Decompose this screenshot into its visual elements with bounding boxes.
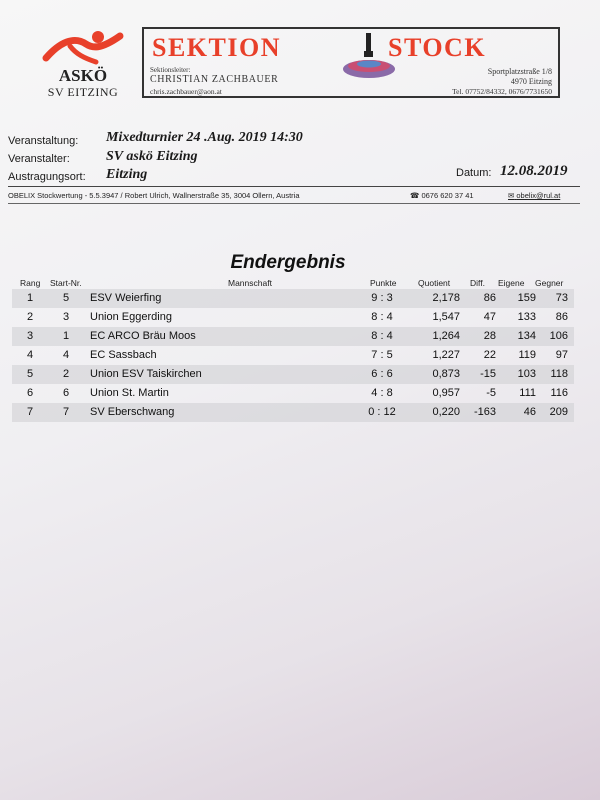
- col-punkte: Punkte: [370, 278, 397, 288]
- software-phone-number: 0676 620 37 41: [421, 191, 474, 200]
- table-row: [12, 327, 574, 346]
- organizer-value: SV askö Eitzing: [106, 149, 198, 164]
- cell-rang: 4: [26, 349, 34, 361]
- cell-rang: 3: [26, 330, 34, 342]
- title-word-left: SEKTION: [152, 33, 281, 62]
- cell-gegner: 97: [555, 349, 568, 361]
- club-logo: [28, 28, 138, 98]
- cell-rang: 5: [26, 368, 34, 380]
- cell-gegner: 116: [550, 387, 568, 399]
- col-quotient: Quotient: [418, 278, 451, 288]
- software-info: OBELIX Stockwertung - 5.5.3947 / Robert Ulrich, Wallnerstraße 35, 3004 Ollern, Austria: [8, 191, 300, 200]
- cell-eigene: 103: [517, 368, 536, 380]
- cell-rang: 2: [26, 311, 34, 323]
- cell-quotient: 1,264: [432, 330, 460, 342]
- cell-eigene: 46: [523, 406, 536, 418]
- software-email: [508, 191, 560, 200]
- cell-start: 3: [62, 311, 70, 323]
- leader-email: chris.zachbauer@aon.at: [150, 87, 222, 96]
- cell-gegner: 73: [555, 292, 568, 304]
- curling-stock-icon: [340, 31, 400, 81]
- address-phone: Tel. 07752/84332, 0676/7731650: [452, 87, 552, 96]
- cell-eigene: 119: [518, 349, 536, 361]
- cell-rang: 7: [26, 406, 34, 418]
- table-row: [12, 403, 574, 422]
- cell-diff: 22: [483, 349, 496, 361]
- cell-team: SV Eberschwang: [90, 406, 175, 418]
- cell-quotient: 0,873: [432, 368, 460, 380]
- cell-start: 2: [62, 368, 70, 380]
- cell-punkte: 4 : 8: [371, 387, 393, 399]
- venue-label: Austragungsort:: [8, 171, 86, 183]
- col-team: Mannschaft: [228, 278, 272, 288]
- table-row: [12, 365, 574, 384]
- table-row: [12, 384, 574, 403]
- software-phone: [410, 191, 474, 200]
- cell-start: 1: [62, 330, 70, 342]
- divider: [8, 203, 580, 204]
- cell-eigene: 134: [517, 330, 536, 342]
- cell-team: Union Eggerding: [90, 311, 172, 323]
- col-start: Start-Nr.: [50, 278, 82, 288]
- organizer-label: Veranstalter:: [8, 153, 70, 165]
- col-diff: Diff.: [470, 278, 485, 288]
- cell-punkte: 7 : 5: [371, 349, 393, 361]
- cell-diff: 86: [483, 292, 496, 304]
- cell-eigene: 111: [519, 387, 536, 399]
- cell-team: Union ESV Taiskirchen: [90, 368, 202, 380]
- cell-rang: 1: [26, 292, 34, 304]
- software-email-address: obelix@rul.at: [516, 191, 561, 200]
- cell-quotient: 0,220: [432, 406, 460, 418]
- cell-team: EC Sassbach: [90, 349, 157, 361]
- cell-team: ESV Weierfing: [90, 292, 162, 304]
- logo-club-name: SV EITZING: [47, 85, 119, 99]
- cell-gegner: 86: [555, 311, 568, 323]
- cell-quotient: 1,547: [432, 311, 460, 323]
- cell-punkte: 6 : 6: [371, 368, 393, 380]
- event-label: Veranstaltung:: [8, 135, 79, 147]
- cell-punkte: 9 : 3: [371, 292, 393, 304]
- cell-start: 6: [62, 387, 70, 399]
- divider: [8, 186, 580, 187]
- address-street: Sportplatzstraße 1/8: [487, 67, 552, 76]
- venue-value: Eitzing: [106, 167, 148, 182]
- telephone-icon: ☎: [410, 191, 420, 200]
- cell-diff: -5: [486, 387, 496, 399]
- logo-name: ASKÖ: [58, 66, 108, 85]
- table-row: [12, 346, 574, 365]
- col-eigene: Eigene: [498, 278, 525, 288]
- cell-punkte: 8 : 4: [371, 311, 393, 323]
- cell-quotient: 2,178: [432, 292, 460, 304]
- cell-team: EC ARCO Bräu Moos: [90, 330, 196, 342]
- results-title: Endergebnis: [230, 252, 346, 273]
- cell-quotient: 0,957: [432, 387, 460, 399]
- leader-name: CHRISTIAN ZACHBAUER: [150, 74, 279, 85]
- date-label: Datum:: [456, 167, 492, 179]
- cell-gegner: 209: [549, 406, 568, 418]
- cell-team: Union St. Martin: [90, 387, 169, 399]
- cell-start: 7: [62, 406, 70, 418]
- cell-punkte: 8 : 4: [371, 330, 393, 342]
- cell-quotient: 1,227: [432, 349, 460, 361]
- event-value: Mixedturnier 24 .Aug. 2019 14:30: [106, 130, 303, 145]
- cell-diff: -15: [480, 368, 496, 380]
- running-figure-icon: [40, 28, 130, 66]
- envelope-icon: ✉: [508, 191, 515, 200]
- cell-rang: 6: [26, 387, 34, 399]
- col-gegner: Gegner: [535, 278, 564, 288]
- cell-gegner: 118: [550, 368, 568, 380]
- cell-gegner: 106: [549, 330, 568, 342]
- leader-label: Sektionsleiter:: [150, 66, 191, 74]
- cell-eigene: 133: [517, 311, 536, 323]
- title-word-right: STOCK: [388, 33, 487, 62]
- table-row: [12, 289, 574, 308]
- cell-punkte: 0 : 12: [368, 406, 396, 418]
- cell-diff: 47: [483, 311, 496, 323]
- cell-diff: -163: [473, 406, 496, 418]
- cell-diff: 28: [483, 330, 496, 342]
- col-rang: Rang: [20, 278, 41, 288]
- table-row: [12, 308, 574, 327]
- address-city: 4970 Eitzing: [510, 77, 552, 86]
- date-value: 12.08.2019: [500, 163, 568, 179]
- cell-start: 5: [62, 292, 70, 304]
- cell-eigene: 159: [517, 292, 536, 304]
- cell-start: 4: [62, 349, 70, 361]
- letterhead-box: [142, 27, 560, 98]
